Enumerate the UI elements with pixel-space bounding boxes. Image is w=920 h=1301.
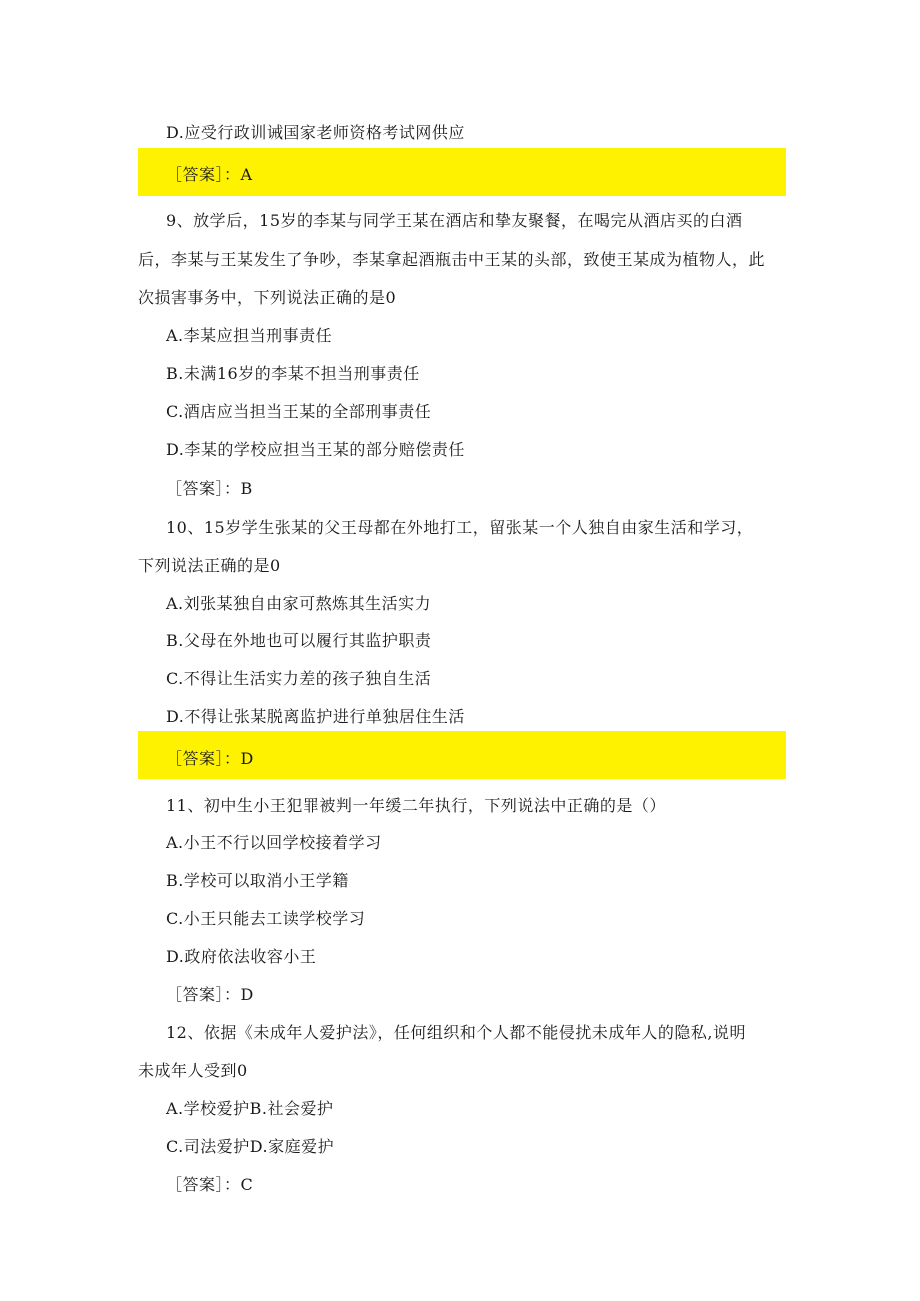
question-10-option-d: D.不得让张某脱离监护进行单独居住生活 <box>166 707 465 726</box>
question-9-option-c: C.酒店应当担当王某的全部刑事责任 <box>166 402 432 421</box>
question-8-answer: ［答案］：A <box>166 165 253 184</box>
question-9-option-d: D.李某的学校应担当王某的部分赔偿责任 <box>166 440 465 459</box>
question-9-text: 次损害事务中，下列说法正确的是0 <box>138 288 397 307</box>
question-10-answer: ［答案］：D <box>166 749 254 768</box>
question-9-text: 后，李某与王某发生了争吵，李某拿起酒瓶击中王某的头部，致使王某成为植物人，此 <box>138 250 766 269</box>
question-9-text: 9、放学后，15岁的李某与同学王某在酒店和挚友聚餐，在喝完从酒店买的白酒 <box>166 211 743 230</box>
question-11-option-c: C.小王只能去工读学校学习 <box>166 909 366 928</box>
question-10-option-a: A.刘张某独自由家可熬炼其生活实力 <box>166 594 432 613</box>
question-11-answer: ［答案］：D <box>166 985 254 1004</box>
question-12-option-cd: C.司法爱护D.家庭爱护 <box>166 1137 335 1156</box>
question-8-option-d: D.应受行政训诫国家老师资格考试网供应 <box>166 123 465 142</box>
question-11-option-a: A.小王不行以回学校接着学习 <box>166 833 382 852</box>
question-11-option-d: D.政府依法收容小王 <box>166 947 317 966</box>
question-12-answer: ［答案］：C <box>166 1175 254 1194</box>
question-10-text: 下列说法正确的是0 <box>138 556 281 575</box>
question-10-option-c: C.不得让生活实力差的孩子独自生活 <box>166 669 432 688</box>
question-10-option-b: B.父母在外地也可以履行其监护职责 <box>166 631 432 650</box>
question-11-option-b: B.学校可以取消小王学籍 <box>166 871 349 890</box>
question-12-text: 未成年人受到0 <box>138 1061 248 1080</box>
question-12-text: 12、依据《未成年人爱护法》，任何组织和个人都不能侵扰未成年人的隐私,说明 <box>166 1023 746 1042</box>
question-10-text: 10、15岁学生张某的父王母都在外地打工，留张某一个人独自由家生活和学习， <box>166 518 754 537</box>
question-9-answer: ［答案］：B <box>166 479 253 498</box>
question-12-option-ab: A.学校爱护B.社会爱护 <box>166 1099 334 1118</box>
question-11-text: 11、初中生小王犯罪被判一年缓二年执行，下列说法中正确的是（） <box>166 796 666 815</box>
question-9-option-a: A.李某应担当刑事责任 <box>166 326 333 345</box>
question-9-option-b: B.未满16岁的李某不担当刑事责任 <box>166 364 420 383</box>
